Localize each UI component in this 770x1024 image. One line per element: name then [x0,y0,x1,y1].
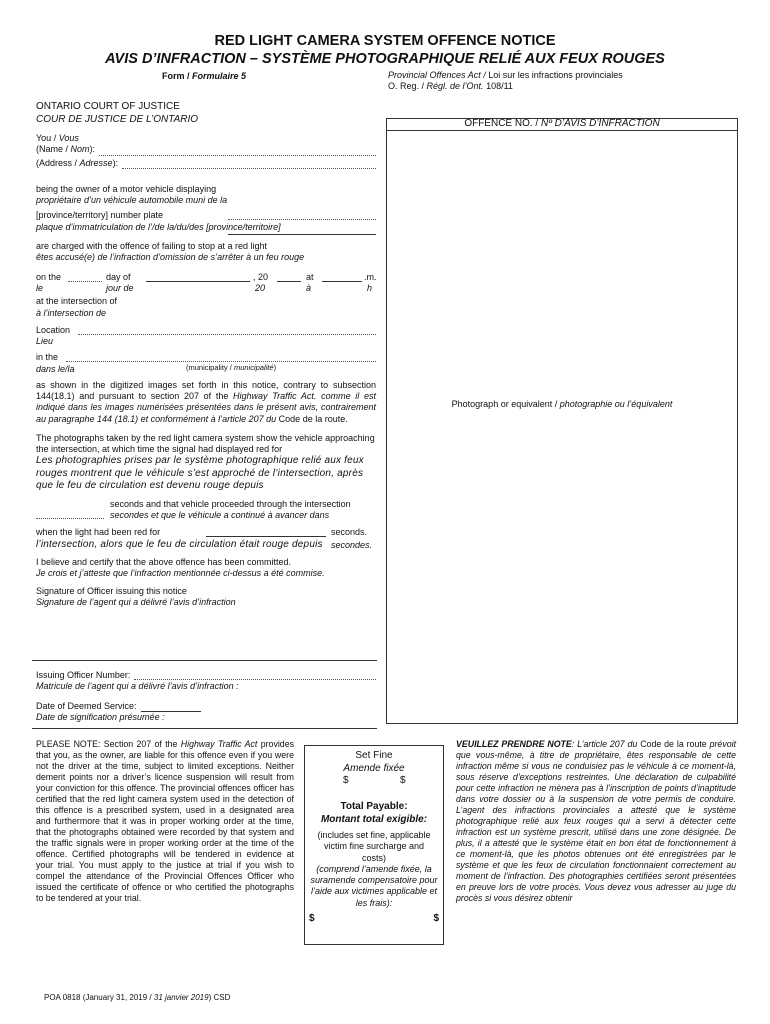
photo-fr: photographie ou l’équivalent [559,399,673,409]
form-fr: Formulaire 5 [192,71,247,81]
officer-number-row: Issuing Officer Number: Matricule de l’agent qui a délivré l’avis d’infraction : [36,670,376,693]
form-en: Form / [162,71,190,81]
total-dollar-2: $ [433,912,439,924]
photos-paragraph: The photographs taken by the red light camera system show the vehicle approaching the intersection, at which time the signal had displayed red for Les photographies prises par le système photographique relié aux feux rouges montrent que le véhicule s’est approché de l’intersection, après que le feu de circulation est devenu rouge depuis [36,432,375,492]
signature-line[interactable] [32,660,377,661]
name-row: (Name / Nom): [36,144,376,155]
act-en: Provincial Offences Act / [388,70,486,80]
address-field[interactable] [122,159,376,169]
offence-form [36,133,376,608]
you-label: You / Vous [36,133,79,143]
offence-no-en: OFFENCE NO. / [464,118,539,129]
please-note-en: PLEASE NOTE: Section 207 of the Highway Traffic Act provides that you, as the owner, are liable for this offence even if you were not the driver at the time, subject to limited exceptions. Neither demerit points nor a driver’s licence suspension will result from your conviction for this offence. The provincial offences officer has certified that the red light camera system used in the detection of this offence is a prescribed system, used in a designated area and furthermore that it was in proper working order at the time, that the photographs obtained were recorded by that system and the traffic signals were in proper working order at the time of the offence. Certified photographs will be tendered in evidence at your trial. You must apply to the justice at trial if you wish to compel the attendance of the Provincial Offences Officer who issued the certificate of offence or who certified the photographs to be tendered at your trial. [36,739,294,903]
set-fine-fr: Amende fixée [343,762,405,774]
act-fr: Loi sur les infractions provinciales [488,70,623,80]
location-field[interactable] [78,325,376,335]
photo-placeholder [387,399,737,410]
court-name [36,101,198,126]
offence-no-fr: Nº D’AVIS D’INFRACTION [541,118,660,129]
court-en: ONTARIO COURT OF JUSTICE [36,101,180,112]
includes-fr: (comprend l’amende fixée, la suramende compensatoire pour l’aide aux victimes applicable et les frais): [310,863,438,908]
signature-label: Signature of Officer issuing this notice Signature de l’agent qui a délivré l’avis d’infraction [36,585,236,607]
owner-text: being the owner of a motor vehicle displaying propriétaire d’un véhicule automobile muni de la [36,183,228,205]
deemed-date-field[interactable] [141,701,201,712]
time-field[interactable] [322,281,362,282]
set-fine-en: Set Fine [355,750,393,761]
total-payable-en: Total Payable: [340,801,408,812]
set-fine-dollar-2: $ [400,775,406,786]
name-field[interactable] [99,146,376,156]
contrary-paragraph: as shown in the digitized images set forth in this notice, contrary to subsection 144(18.1) and pursuant to section 207 of the Highway Traffic Act. comme il est indiqué dans les images numérisées présentées dans le présent avis, contrairement au paragraphe 144 (18.1) et conformément à l’article 207 du Code de la route. [36,379,376,424]
photo-en: Photograph or equivalent / [451,399,558,409]
includes-en: (includes set fine, applicable victim fine surcharge and costs) [317,830,431,863]
charged-text: are charged with the offence of failing to stop at a red light êtes accusé(e) de l’infraction d’omission de s’arrêter à un feu rouge [36,240,305,262]
when-row: when the light had been red for l’intersection, alors que le feu de circulation était rouge depuis seconds. secondes. [36,527,373,551]
form-footer: POA 0818 (January 31, 2019 / 31 janvier 2019) CSD [44,993,231,1002]
title-fr: AVIS D’INFRACTION – SYSTÈME PHOTOGRAPHIQUE RELIÉ AUX FEUX ROUGES [105,51,665,67]
plate-row: [province/territory] number plate plaque d’immatriculation de l’/de la/du/des [province/territoire] [36,210,376,233]
offence-number-label [387,118,737,131]
fine-box [304,745,444,945]
red-seconds-field[interactable] [206,536,326,537]
court-fr: COUR DE JUSTICE DE L’ONTARIO [36,113,199,125]
year-field[interactable] [277,281,301,282]
act-reference [388,70,623,93]
municipality-field[interactable] [66,352,376,362]
title-en: RED LIGHT CAMERA SYSTEM OFFENCE NOTICE [214,33,556,49]
set-fine-dollar: $ [343,775,349,786]
seconds-field[interactable] [36,509,104,519]
total-dollar: $ [309,912,315,924]
reg-num: 108/11 [486,81,513,92]
intersection-label: at the intersection of à l’intersection de [36,296,118,318]
address-row: (Address / Adresse): [36,158,376,169]
certify-text: I believe and certify that the above offence has been committed. Je crois et j’atteste que l’infraction mentionnée ci-dessus a été commise. [36,557,325,579]
officer-number-field[interactable] [134,670,376,680]
day-field[interactable] [68,272,102,282]
please-note-fr: VEUILLEZ PRENDRE NOTE: L’article 207 du Code de la route prévoit que vous-même, à titre de propriétaire, êtes responsable de cette infraction même si vous ne conduisiez pas le véhicule à ce moment-là, sous réserve d’exceptions restreintes. Une déclaration de culpabilité pour cette infraction ne mènera pas à l’inscription de points d’inaptitude dans votre dossier ou à la suspension de votre permis de conduire. L’agent des infractions provinciales a attesté que le système photographique relié aux feux rouges qui a servi à détecter cette infraction est un système prescrit, utilisé dans une zone désignée. De plus, il a attesté que le système était en bon état de fonctionnement à ce moment-là, que les photos obtenues ont été enregistrées par le système et que les feux de circulation fonctionnaient correctement au moment de l’infraction. Des photographies certifiées seront présentées en preuve lors de votre procès. Vous devez vous adresser au juge du procès si vous désirez obtenir [456,739,737,903]
municipality-row: in the dans le/la (municipality / municipalité) [36,352,376,375]
offence-photo-box [386,118,738,724]
location-row: Location Lieu [36,325,376,348]
seconds-row: seconds and that vehicle proceeded through the intersection secondes et que le véhicule a continué à avancer dans [36,499,376,522]
reg-fr: Régl. de l’Ont. [426,81,484,92]
date-time-row: on the le day of jour de , 20 20 at à .m. h [36,272,377,294]
form-number [162,71,246,82]
reg-en: O. Reg. / [388,81,425,92]
plate-field[interactable] [228,210,376,220]
month-field[interactable] [146,281,250,282]
total-payable-fr: Montant total exigible: [320,813,428,825]
deemed-service-row: Date of Deemed Service: Date de signification présumée : [36,701,376,724]
